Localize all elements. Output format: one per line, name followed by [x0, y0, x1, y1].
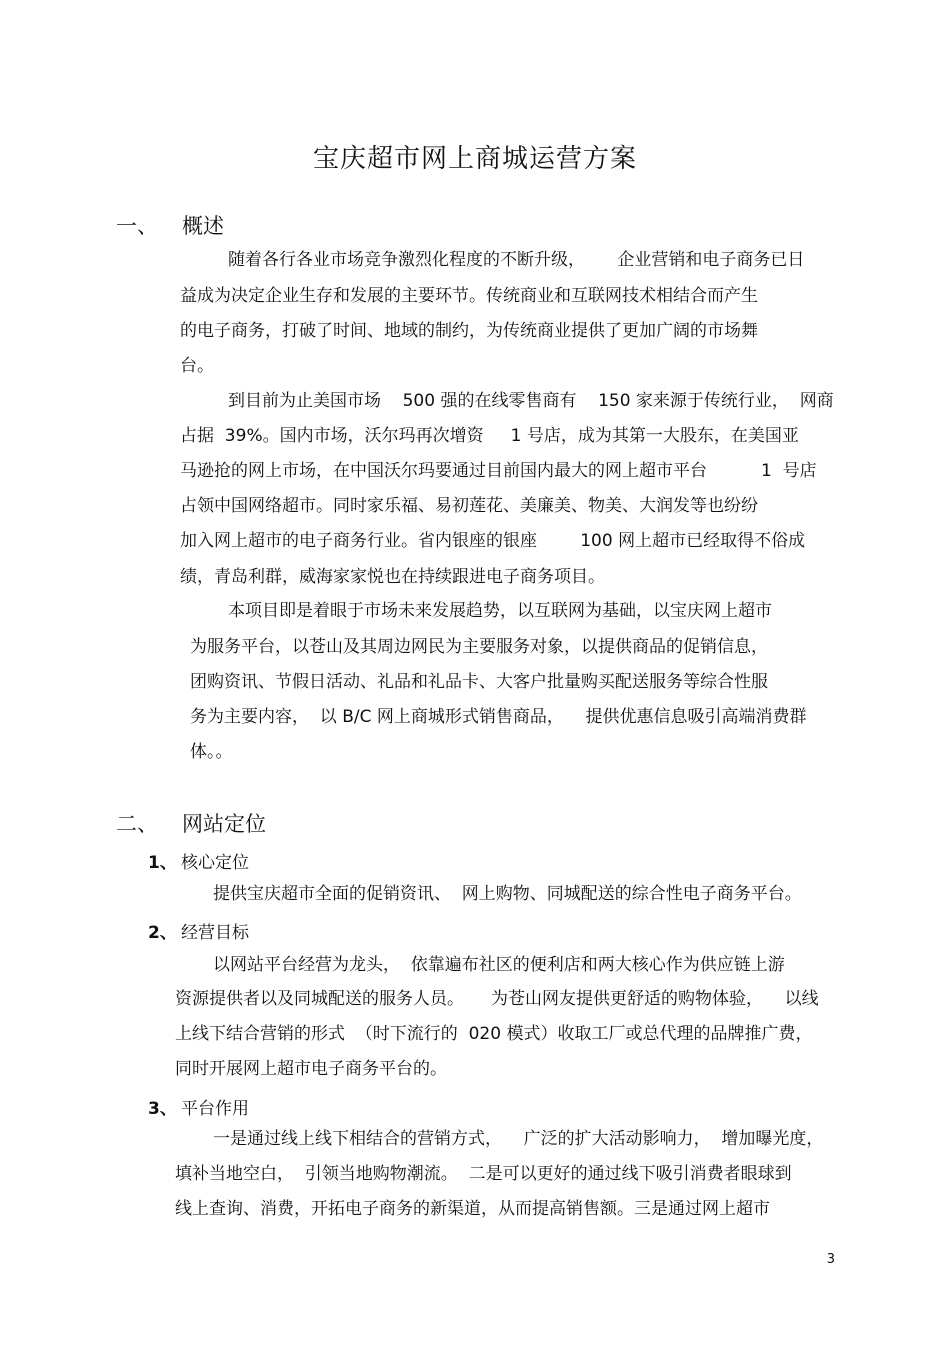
paragraph-line: 的电子商务，打破了时间、地域的制约，为传统商业提供了更加广阔的市场舞 — [180, 321, 758, 341]
section-number: 二、 — [116, 812, 158, 836]
subsection-number: 1、 — [148, 853, 177, 873]
section-number: 一、 — [116, 214, 158, 238]
paragraph-line: 占领中国网络超市。同时家乐福、易初莲花、美廉美、物美、大润发等也纷纷 — [180, 496, 758, 516]
section-title: 概述 — [182, 214, 224, 238]
paragraph-line: 益成为决定企业生存和发展的主要环节。传统商业和互联网技术相结合而产生 — [180, 286, 758, 306]
subsection-title: 经营目标 — [181, 923, 249, 943]
paragraph-line: 体。。 — [190, 742, 233, 762]
paragraph-line: 一是通过线上线下相结合的营销方式， 广泛的扩大活动影响力， 增加曝光度， — [213, 1129, 824, 1149]
section-title: 网站定位 — [182, 812, 266, 836]
subsection-number: 2、 — [148, 923, 177, 943]
paragraph-line: 加入网上超市的电子商务行业。省内银座的银座 100 网上超市已经取得不俗成 — [180, 531, 806, 551]
subsection-title: 核心定位 — [181, 853, 249, 873]
paragraph-line: 到目前为止美国市场 500 强的在线零售商有 150 家来源于传统行业， 网商 — [228, 391, 834, 411]
paragraph-line: 提供宝庆超市全面的促销资讯、 网上购物、同城配送的综合性电子商务平台。 — [213, 884, 802, 904]
subsection-title: 平台作用 — [181, 1099, 249, 1119]
paragraph-line: 马逊抢的网上市场，在中国沃尔玛要通过目前国内最大的网上超市平台 1 号店 — [180, 461, 817, 481]
paragraph-line: 资源提供者以及同城配送的服务人员。 为苍山网友提供更舒适的购物体验， 以线 — [175, 989, 819, 1009]
paragraph-line: 务为主要内容， 以 B/C 网上商城形式销售商品， 提供优惠信息吸引高端消费群 — [190, 707, 807, 727]
section-heading-positioning — [116, 808, 266, 838]
page-number: 3 — [826, 1252, 835, 1267]
subsection-heading-role — [148, 1094, 249, 1119]
subsection-heading-goals — [148, 918, 249, 943]
paragraph-line: 上线下结合营销的形式 （时下流行的 020 模式）收取工厂或总代理的品牌推广费， — [175, 1024, 813, 1044]
page-title: 宝庆超市网上商城运营方案 — [312, 144, 637, 174]
section-heading-overview — [116, 210, 224, 240]
paragraph-line: 以网站平台经营为龙头， 依靠遍布社区的便利店和两大核心作为供应链上游 — [213, 955, 785, 975]
paragraph-line: 绩，青岛利群，威海家家悦也在持续跟进电子商务项目。 — [180, 567, 605, 587]
paragraph-line: 为服务平台，以苍山及其周边网民为主要服务对象，以提供商品的促销信息， — [190, 637, 768, 657]
paragraph-line: 占据 39%。国内市场，沃尔玛再次增资 1 号店，成为其第一大股东，在美国亚 — [180, 426, 799, 446]
paragraph-line: 本项目即是着眼于市场未来发展趋势，以互联网为基础，以宝庆网上超市 — [228, 601, 772, 621]
paragraph-line: 线上查询、消费，开拓电子商务的新渠道，从而提高销售额。三是通过网上超市 — [175, 1199, 770, 1219]
paragraph-line: 同时开展网上超市电子商务平台的。 — [175, 1059, 447, 1079]
paragraph-line: 团购资讯、节假日活动、礼品和礼品卡、大客户批量购买配送服务等综合性服 — [190, 672, 768, 692]
subsection-heading-core — [148, 848, 249, 873]
paragraph-line: 填补当地空白， 引领当地购物潮流。 二是可以更好的通过线下吸引消费者眼球到 — [175, 1164, 792, 1184]
subsection-number: 3、 — [148, 1099, 177, 1119]
paragraph-line: 台。 — [180, 356, 214, 376]
paragraph-line: 随着各行各业市场竞争激烈化程度的不断升级， 企业营销和电子商务已日 — [228, 250, 805, 270]
